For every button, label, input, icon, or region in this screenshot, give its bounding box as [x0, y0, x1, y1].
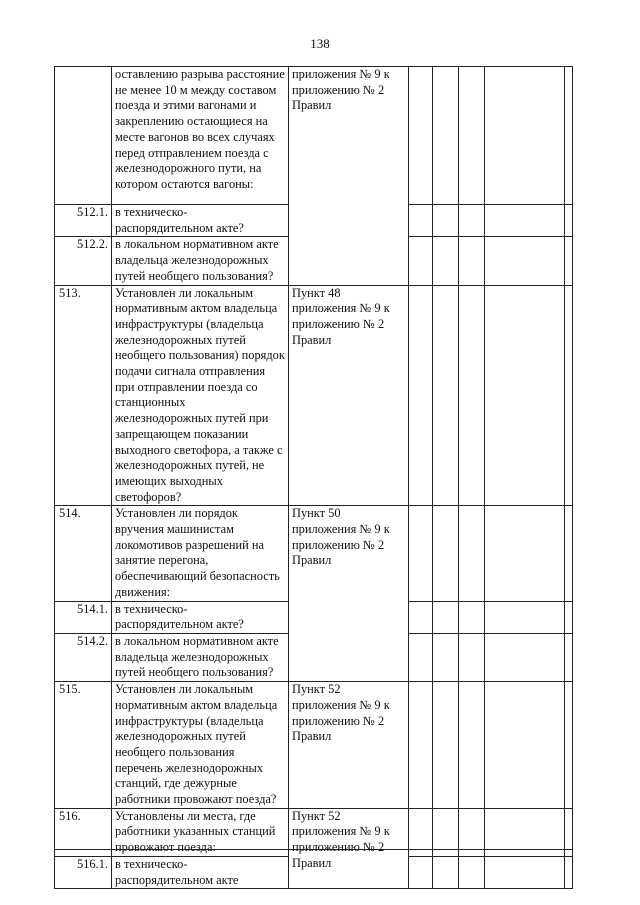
answer-yes-cell[interactable] [409, 682, 433, 809]
row-number: 514.1. [55, 601, 112, 633]
answer-na-cell[interactable] [459, 67, 485, 205]
row-number: 515. [55, 682, 112, 809]
row-question: в техническо-распорядительном акте [112, 856, 289, 888]
answer-no-cell[interactable] [433, 506, 459, 601]
answer-no-cell[interactable] [433, 682, 459, 809]
page-number: 138 [310, 36, 330, 51]
checklist-table [54, 66, 573, 889]
extra-cell [565, 682, 573, 809]
row-question: в техническо-распорядительном акте? [112, 601, 289, 633]
row-question: Установлены ли места, где работники указанных станций провожают поезда: [112, 808, 289, 856]
row-reference: Пункт 52 приложения № 9 к приложению № 2 Правил [289, 808, 409, 889]
extra-cell [565, 67, 573, 205]
row-question: оставлению разрыва расстояние не менее 10 м между составом поезда и этими вагонами и закреплению остающиеся на месте вагонов во всех случаях перед отправлением поезда с железнодорожного пути, на котором остаются вагоны: [112, 67, 289, 205]
answer-no-cell[interactable] [433, 856, 459, 888]
answer-na-cell[interactable] [459, 682, 485, 809]
row-reference: Пункт 52 приложения № 9 к приложению № 2 Правил [289, 682, 409, 809]
answer-na-cell[interactable] [459, 506, 485, 601]
answer-no-cell[interactable] [433, 237, 459, 285]
bottom-rule [54, 849, 572, 850]
row-question: Установлен ли локальным нормативным актом владельца инфраструктуры (владельца железнодорожных путей необщего пользования) порядок подачи сигнала отправления при отправлении поезда со станционных железнодорожных путей при запрещающем показании выходного светофора, а также с железнодорожных путей, не имеющих выходных светофоров? [112, 285, 289, 506]
note-cell[interactable] [485, 601, 565, 633]
note-cell[interactable] [485, 856, 565, 888]
note-cell[interactable] [485, 67, 565, 205]
row-question: в локальном нормативном акте владельца железнодорожных путей необщего пользования? [112, 237, 289, 285]
answer-yes-cell[interactable] [409, 285, 433, 506]
answer-na-cell[interactable] [459, 601, 485, 633]
table-row [55, 682, 573, 809]
answer-no-cell[interactable] [433, 205, 459, 237]
note-cell[interactable] [485, 237, 565, 285]
note-cell[interactable] [485, 285, 565, 506]
answer-yes-cell[interactable] [409, 506, 433, 601]
row-number: 513. [55, 285, 112, 506]
note-cell[interactable] [485, 506, 565, 601]
answer-yes-cell[interactable] [409, 67, 433, 205]
extra-cell [565, 601, 573, 633]
row-number: 516. [55, 808, 112, 856]
answer-na-cell[interactable] [459, 285, 485, 506]
extra-cell [565, 856, 573, 888]
answer-yes-cell[interactable] [409, 601, 433, 633]
row-reference: приложения № 9 к приложению № 2 Правил [289, 67, 409, 286]
answer-no-cell[interactable] [433, 67, 459, 205]
answer-na-cell[interactable] [459, 237, 485, 285]
answer-na-cell[interactable] [459, 633, 485, 681]
table-row [55, 285, 573, 506]
extra-cell [565, 205, 573, 237]
answer-no-cell[interactable] [433, 633, 459, 681]
row-question: в локальном нормативном акте владельца железнодорожных путей необщего пользования? [112, 633, 289, 681]
row-question: Установлен ли локальным нормативным актом владельца инфраструктуры (владельца железнодорожных путей необщего пользования перечень железнодорожных станций, где дежурные работники провожают поезда? [112, 682, 289, 809]
answer-na-cell[interactable] [459, 856, 485, 888]
extra-cell [565, 506, 573, 601]
note-cell[interactable] [485, 633, 565, 681]
note-cell[interactable] [485, 205, 565, 237]
row-question: Установлен ли порядок вручения машинистам локомотивов разрешений на занятие перегона, обеспечивающий безопасность движения: [112, 506, 289, 601]
answer-no-cell[interactable] [433, 601, 459, 633]
extra-cell [565, 633, 573, 681]
answer-na-cell[interactable] [459, 205, 485, 237]
table-row [55, 67, 573, 205]
row-reference: Пункт 48 приложения № 9 к приложению № 2 Правил [289, 285, 409, 506]
answer-yes-cell[interactable] [409, 237, 433, 285]
extra-cell [565, 285, 573, 506]
row-number: 512.1. [55, 205, 112, 237]
row-number [55, 67, 112, 205]
answer-yes-cell[interactable] [409, 205, 433, 237]
table-row [55, 506, 573, 601]
row-question: в техническо-распорядительном акте? [112, 205, 289, 237]
note-cell[interactable] [485, 682, 565, 809]
row-number: 514.2. [55, 633, 112, 681]
row-number: 516.1. [55, 856, 112, 888]
row-number: 514. [55, 506, 112, 601]
answer-yes-cell[interactable] [409, 633, 433, 681]
extra-cell [565, 237, 573, 285]
row-reference: Пункт 50 приложения № 9 к приложению № 2 Правил [289, 506, 409, 682]
row-number: 512.2. [55, 237, 112, 285]
answer-yes-cell[interactable] [409, 856, 433, 888]
answer-no-cell[interactable] [433, 285, 459, 506]
